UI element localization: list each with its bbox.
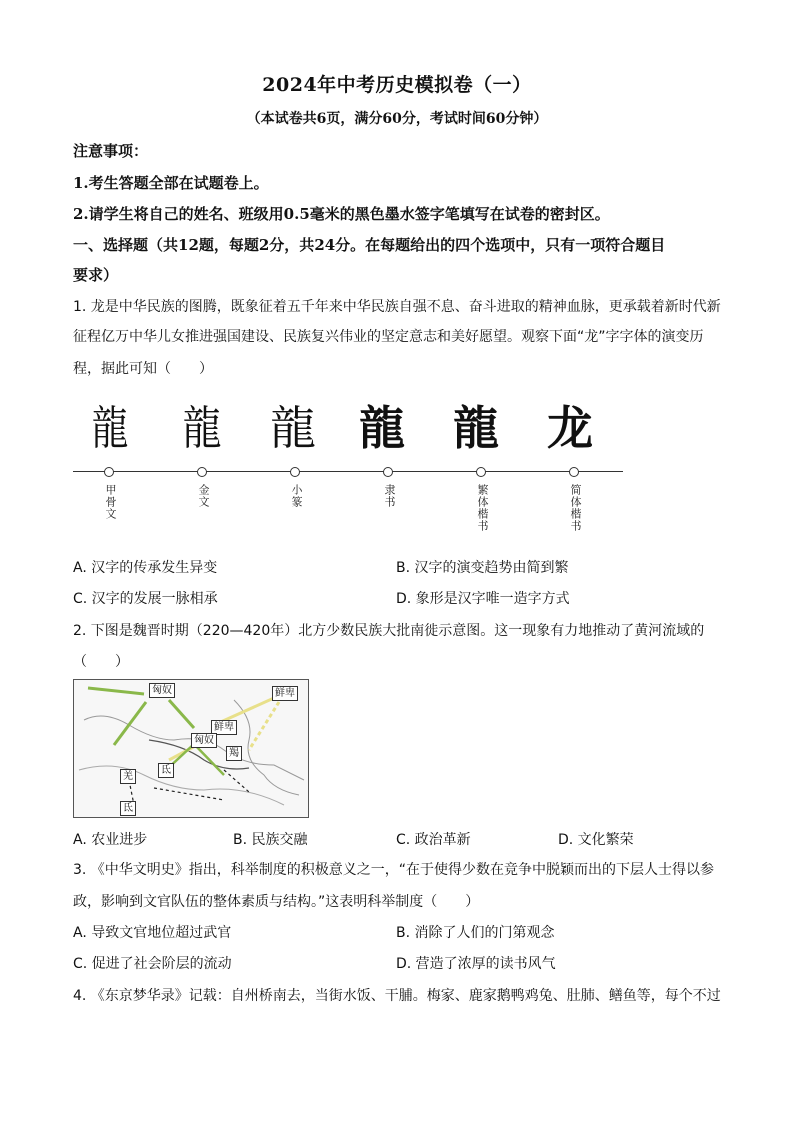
- timeline-node: [290, 467, 300, 477]
- section-heading: 一、选择题（共12题，每题2分，共24分。在每题给出的四个选项中，只有一项符合题目: [73, 236, 666, 254]
- dragon-evolution-figure: [73, 388, 623, 543]
- q1-stem: 程，据此可知（ ）: [73, 361, 213, 377]
- clerical-glyph: 龍: [359, 401, 405, 455]
- q1-option-c[interactable]: C. 汉字的发展一脉相承: [73, 591, 218, 607]
- stage-label: 隶书: [383, 484, 396, 508]
- timeline-node: [197, 467, 207, 477]
- q2-option-a[interactable]: A. 农业进步: [73, 832, 148, 848]
- q1-option-b[interactable]: B. 汉字的演变趋势由简到繁: [396, 560, 569, 576]
- section-heading-cont: 要求）: [73, 266, 119, 284]
- stage-label: 金文: [197, 484, 210, 508]
- stage-label: 繁体楷书: [476, 484, 489, 532]
- q3-stem: 3. 《中华文明史》指出，科举制度的积极意义之一，“在于使得少数在竞争中脱颖而出的下层人士得以参: [73, 862, 715, 878]
- simplified-glyph: 龙: [547, 401, 593, 455]
- timeline-node: [383, 467, 393, 477]
- stage-label: 小篆: [290, 484, 303, 508]
- map-label: 氐: [120, 801, 136, 816]
- q3-option-c[interactable]: C. 促进了社会阶层的流动: [73, 956, 232, 972]
- q2-stem: 2. 下图是魏晋时期（220—420年）北方少数民族大批南徙示意图。这一现象有力地推动了黄河流域的: [73, 623, 705, 639]
- map-label: 羌: [120, 769, 136, 784]
- timeline-axis: [73, 471, 623, 472]
- q2-option-c[interactable]: C. 政治革新: [396, 832, 471, 848]
- stage-label: 甲骨文: [104, 484, 117, 520]
- q2-option-b[interactable]: B. 民族交融: [233, 832, 308, 848]
- timeline-node: [104, 467, 114, 477]
- traditional-glyph: 龍: [453, 401, 499, 455]
- timeline-node: [569, 467, 579, 477]
- q1-option-a[interactable]: A. 汉字的传承发生异变: [73, 560, 218, 576]
- notes-heading: 注意事项：: [73, 142, 149, 160]
- note-item: 2.请学生将自己的姓名、班级用0.5毫米的黑色墨水签字笔填写在试卷的密封区。: [73, 205, 610, 223]
- map-label: 鲜卑: [211, 720, 237, 735]
- seal-glyph: 龍: [270, 401, 316, 455]
- map-label: 匈奴: [149, 683, 175, 698]
- map-label: 鲜卑: [272, 686, 298, 701]
- note-item: 1.考生答题全部在试题卷上。: [73, 174, 269, 192]
- q1-option-d[interactable]: D. 象形是汉字唯一造字方式: [396, 591, 570, 607]
- q2-option-d[interactable]: D. 文化繁荣: [558, 832, 634, 848]
- q3-option-b[interactable]: B. 消除了人们的门第观念: [396, 925, 555, 941]
- page-title: 2024年中考历史模拟卷（一）: [262, 74, 532, 96]
- stage-label: 简体楷书: [569, 484, 582, 532]
- q3-option-d[interactable]: D. 营造了浓厚的读书风气: [396, 956, 556, 972]
- q1-stem: 征程亿万中华儿女推进强国建设、民族复兴伟业的坚定意志和美好愿望。观察下面“龙”字字体的演变历: [73, 329, 704, 345]
- map-label: 匈奴: [191, 733, 217, 748]
- q3-stem: 政，影响到文官队伍的整体素质与结构。”这表明科举制度（ ）: [73, 894, 480, 910]
- timeline-node: [476, 467, 486, 477]
- q1-stem: 1. 龙是中华民族的图腾，既象征着五千年来中华民族自强不息、奋斗进取的精神血脉，更承载着新时代新: [73, 299, 721, 315]
- map-label: 羯: [226, 746, 242, 761]
- migration-map: [73, 679, 309, 818]
- q3-option-a[interactable]: A. 导致文官地位超过武官: [73, 925, 232, 941]
- map-label: 氐: [158, 763, 174, 778]
- page-subtitle: （本试卷共6页，满分60分，考试时间60分钟）: [246, 111, 548, 127]
- oracle-glyph: 龍: [91, 401, 129, 455]
- q4-stem: 4. 《东京梦华录》记载：自州桥南去，当街水饭、干脯。梅家、鹿家鹅鸭鸡兔、肚肺、鳝鱼等，每个不过: [73, 988, 721, 1004]
- bronze-glyph: 龍: [182, 401, 222, 455]
- q2-stem: （ ）: [73, 654, 129, 670]
